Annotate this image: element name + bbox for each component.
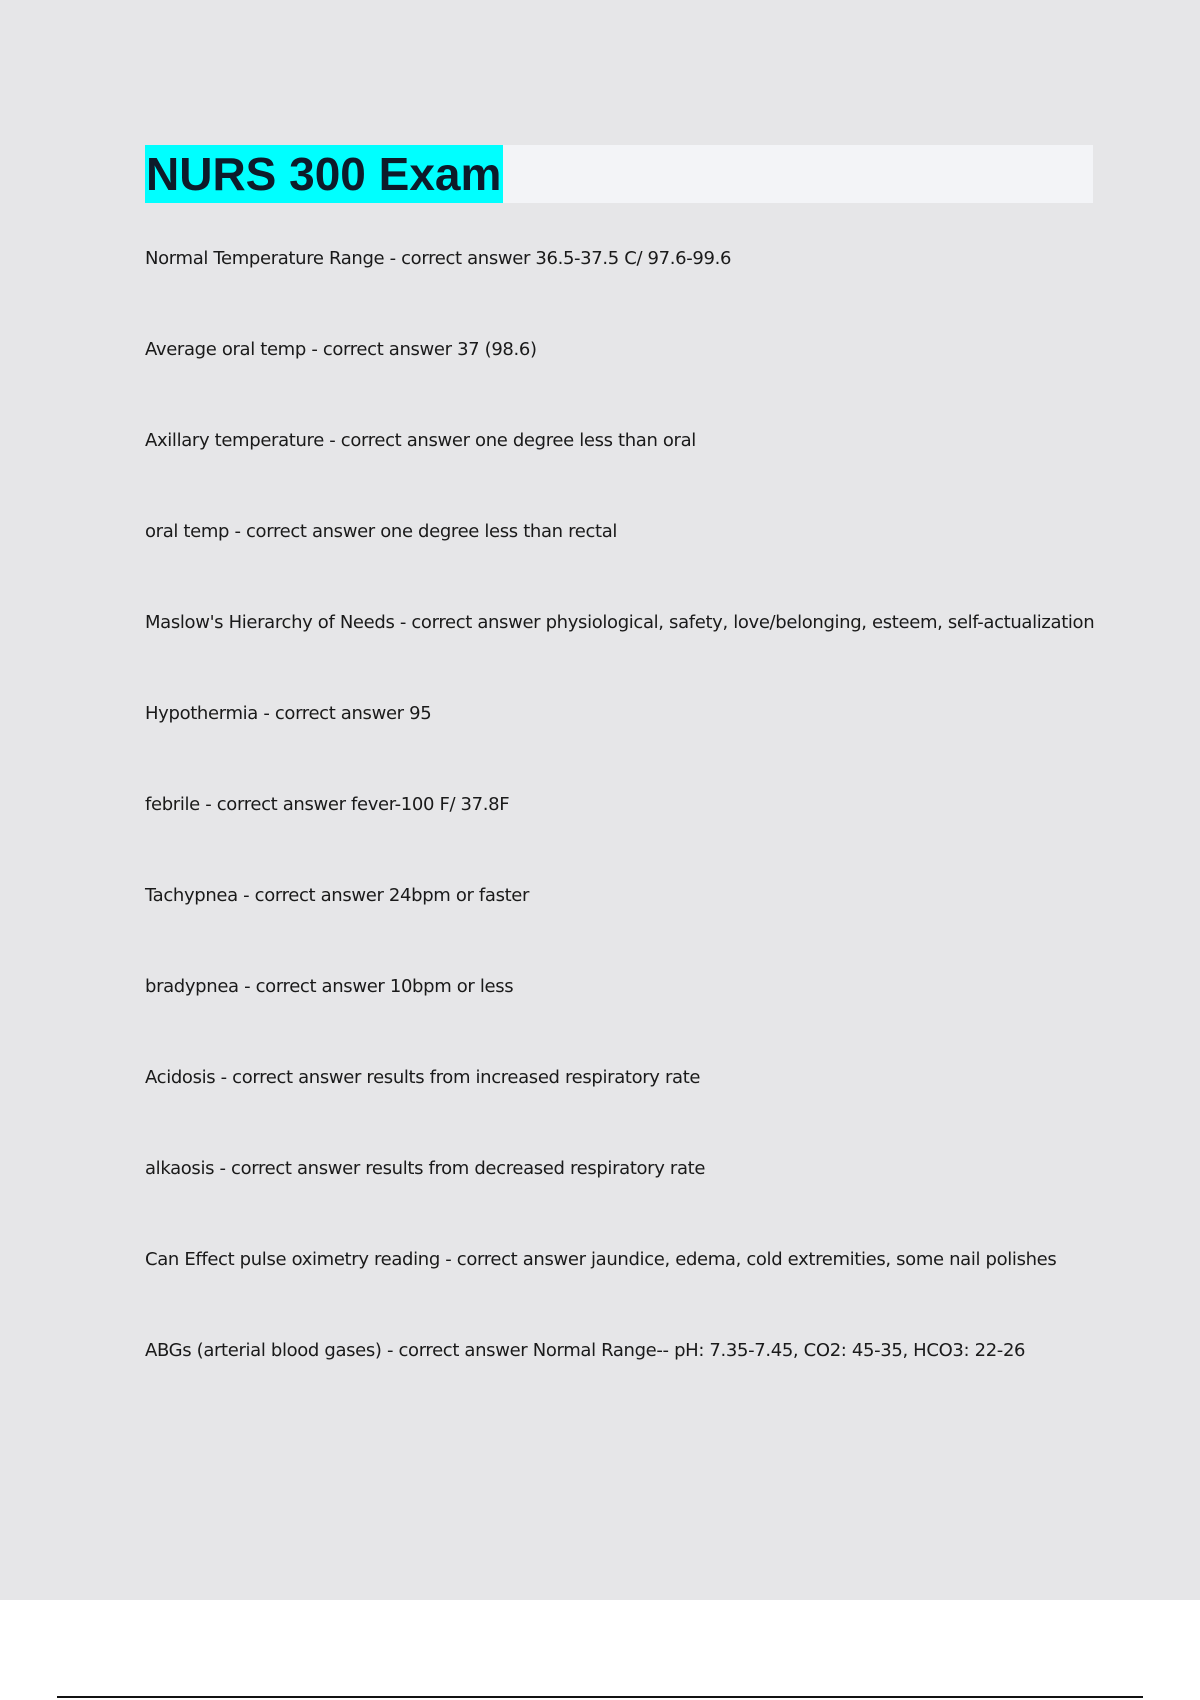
qa-item: Average oral temp - correct answer 37 (98.6) [145,339,537,360]
qa-item: bradypnea - correct answer 10bpm or less [145,976,514,997]
qa-item: Normal Temperature Range - correct answer 36.5-37.5 C/ 97.6-99.6 [145,248,732,269]
qa-item: Hypothermia - correct answer 95 [145,703,432,724]
qa-item: Acidosis - correct answer results from increased respiratory rate [145,1067,701,1088]
qa-item: ABGs (arterial blood gases) - correct answer Normal Range-- pH: 7.35-7.45, CO2: 45-35, HCO3: 22-26 [145,1340,1026,1361]
qa-item: febrile - correct answer fever-100 F/ 37.8F [145,794,510,815]
qa-item: Axillary temperature - correct answer one degree less than oral [145,430,696,451]
qa-item: alkaosis - correct answer results from decreased respiratory rate [145,1158,706,1179]
page-title: NURS 300 Exam [145,145,503,203]
footer-divider [57,1696,1143,1698]
qa-item: Maslow's Hierarchy of Needs - correct answer physiological, safety, love/belonging, esteem, self-actualization [145,612,1095,633]
qa-item: Tachypnea - correct answer 24bpm or faster [145,885,530,906]
qa-item: oral temp - correct answer one degree less than rectal [145,521,618,542]
qa-item: Can Effect pulse oximetry reading - correct answer jaundice, edema, cold extremities, some nail polishes [145,1249,1057,1270]
qa-list [145,244,1095,1427]
